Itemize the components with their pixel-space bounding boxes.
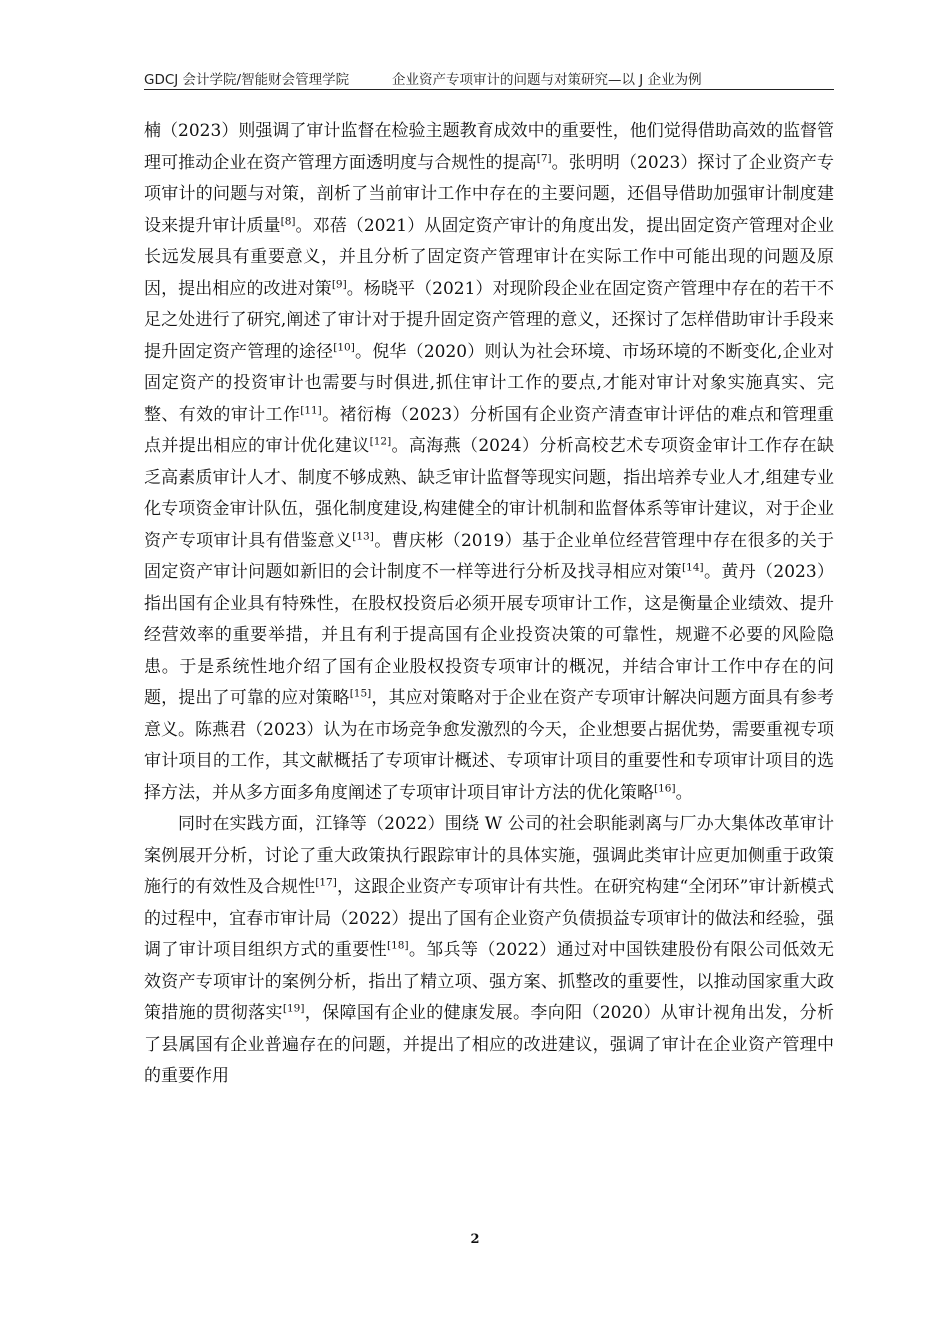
paragraph-literature-review [144,116,834,809]
citation-ref: [19] [282,1002,305,1015]
text-run: 同时在实践方面，江锋等（2022）围绕 W 公司的社会职能剥离与厂办大集体改革审计案例展开分析，讨论了重大政策执行跟踪审计的具体实施，强调此类审计应更加侧重于政策施行的有效性及合规性 [144,814,834,897]
header-rule [144,89,834,90]
text-run: 。邹兵等（2022）通过对中国铁建股份有限公司低效无效资产专项审计的案例分析，指出了精立项、强方案、抓整改的重要性，以推动国家重大政策措施的贯彻落实 [144,940,834,1023]
header-school: GDCJ 会计学院/智能财会管理学院 [144,72,350,88]
citation-ref: [14] [682,561,704,574]
citation-ref: [15] [349,687,372,700]
citation-ref: [10] [333,340,355,353]
citation-ref: [9] [331,277,347,290]
citation-ref: [11] [300,403,322,416]
text-run: 。邓蓓（2021）从固定资产审计的角度出发，提出固定资产管理对企业长远发展具有重要意义，并且分析了固定资产管理审计在实际工作中可能出现的问题及原因，提出相应的改进对策 [144,215,835,299]
text-run: ，这跟企业资产专项审计有共性。在研究构建“全闭环”审计新模式的过程中，宜春市审计局（2022）提出了国有企业资产负债损益专项审计的做法和经验，强调了审计项目组织方式的重要性 [144,877,834,960]
citation-ref: [12] [369,435,392,448]
text-run: ，保障国有企业的健康发展。李向阳（2020）从审计视角出发，分析了县属国有企业普遍存在的问题，并提出了相应的改进建议，强调了审计在企业资产管理中的重要作用 [144,1003,835,1086]
text-run: 。张明明（2023）探讨了企业资产专项审计的问题与对策，剖析了当前审计工作中存在的主要问题，还倡导借助加强审计制度建设来提升审计质量 [144,152,835,236]
header-thesis-title: 企业资产专项审计的问题与对策研究—以 J 企业为例 [392,72,702,88]
text-run: ，其应对策略对于企业在资产专项审计解决问题方面具有参考意义。陈燕君（2023）认为在市场竞争愈发激烈的今天，企业想要占据优势，需要重视专项审计项目的工作，其文献概括了专项审计概述、专项审计项目的重要性和专项审计项目的选择方法，并从多方面多角度阐述了专项审计项目审计方法的优化策略 [144,688,835,803]
citation-ref: [18] [386,939,409,952]
citation-ref: [17] [315,876,337,889]
citation-ref: [16] [654,781,676,794]
citation-ref: [7] [536,151,552,164]
citation-ref: [8] [280,214,296,227]
text-run: 。褚衍梅（2023）分析国有企业资产清查审计评估的难点和管理重点并提出相应的审计优化建议 [144,404,835,456]
paragraph-practice [144,809,834,1093]
text-run: 。 [675,782,693,803]
body-text [144,116,834,1093]
page-number: 2 [470,1232,480,1247]
text-run: 楠（2023）则强调了审计监督在检验主题教育成效中的重要性，他们觉得借助高效的监督管理可推动企业在资产管理方面透明度与合规性的提高 [144,121,834,173]
text-run: 。黄丹（2023）指出国有企业具有特殊性，在股权投资后必须开展专项审计工作，这是衡量企业绩效、提升经营效率的重要举措，并且有利于提高国有企业投资决策的可靠性，规避不必要的风险隐患。于是系统性地介绍了国有企业股权投资专项审计的概况，并结合审计工作中存在的问题，提出了可靠的应对策略 [144,562,835,708]
text-run: 。曹庆彬（2019）基于企业单位经营管理中存在很多的关于固定资产审计问题如新旧的会计制度不一样等进行分析及找寻相应对策 [144,530,835,582]
text-run: 。杨晓平（2021）对现阶段企业在固定资产管理中存在的若干不足之处进行了研究,阐述了审计对于提升固定资产管理的意义，还探讨了怎样借助审计手段来提升固定资产管理的途径 [144,278,834,362]
citation-ref: [13] [352,529,374,542]
running-header [144,64,834,88]
text-run: 。倪华（2020）则认为社会环境、市场环境的不断变化,企业对固定资产的投资审计也需要与时俱进,抓住审计工作的要点,才能对审计对象实施真实、完整、有效的审计工作 [144,341,834,425]
text-run: 。高海燕（2024）分析高校艺术专项资金审计工作存在缺乏高素质审计人才、制度不够成熟、缺乏审计监督等现实问题，指出培养专业人才,组建专业化专项资金审计队伍，强化制度建设,构建健全的审计机制和监督体系等审计建议，对于企业资产专项审计具有借鉴意义 [144,436,835,551]
